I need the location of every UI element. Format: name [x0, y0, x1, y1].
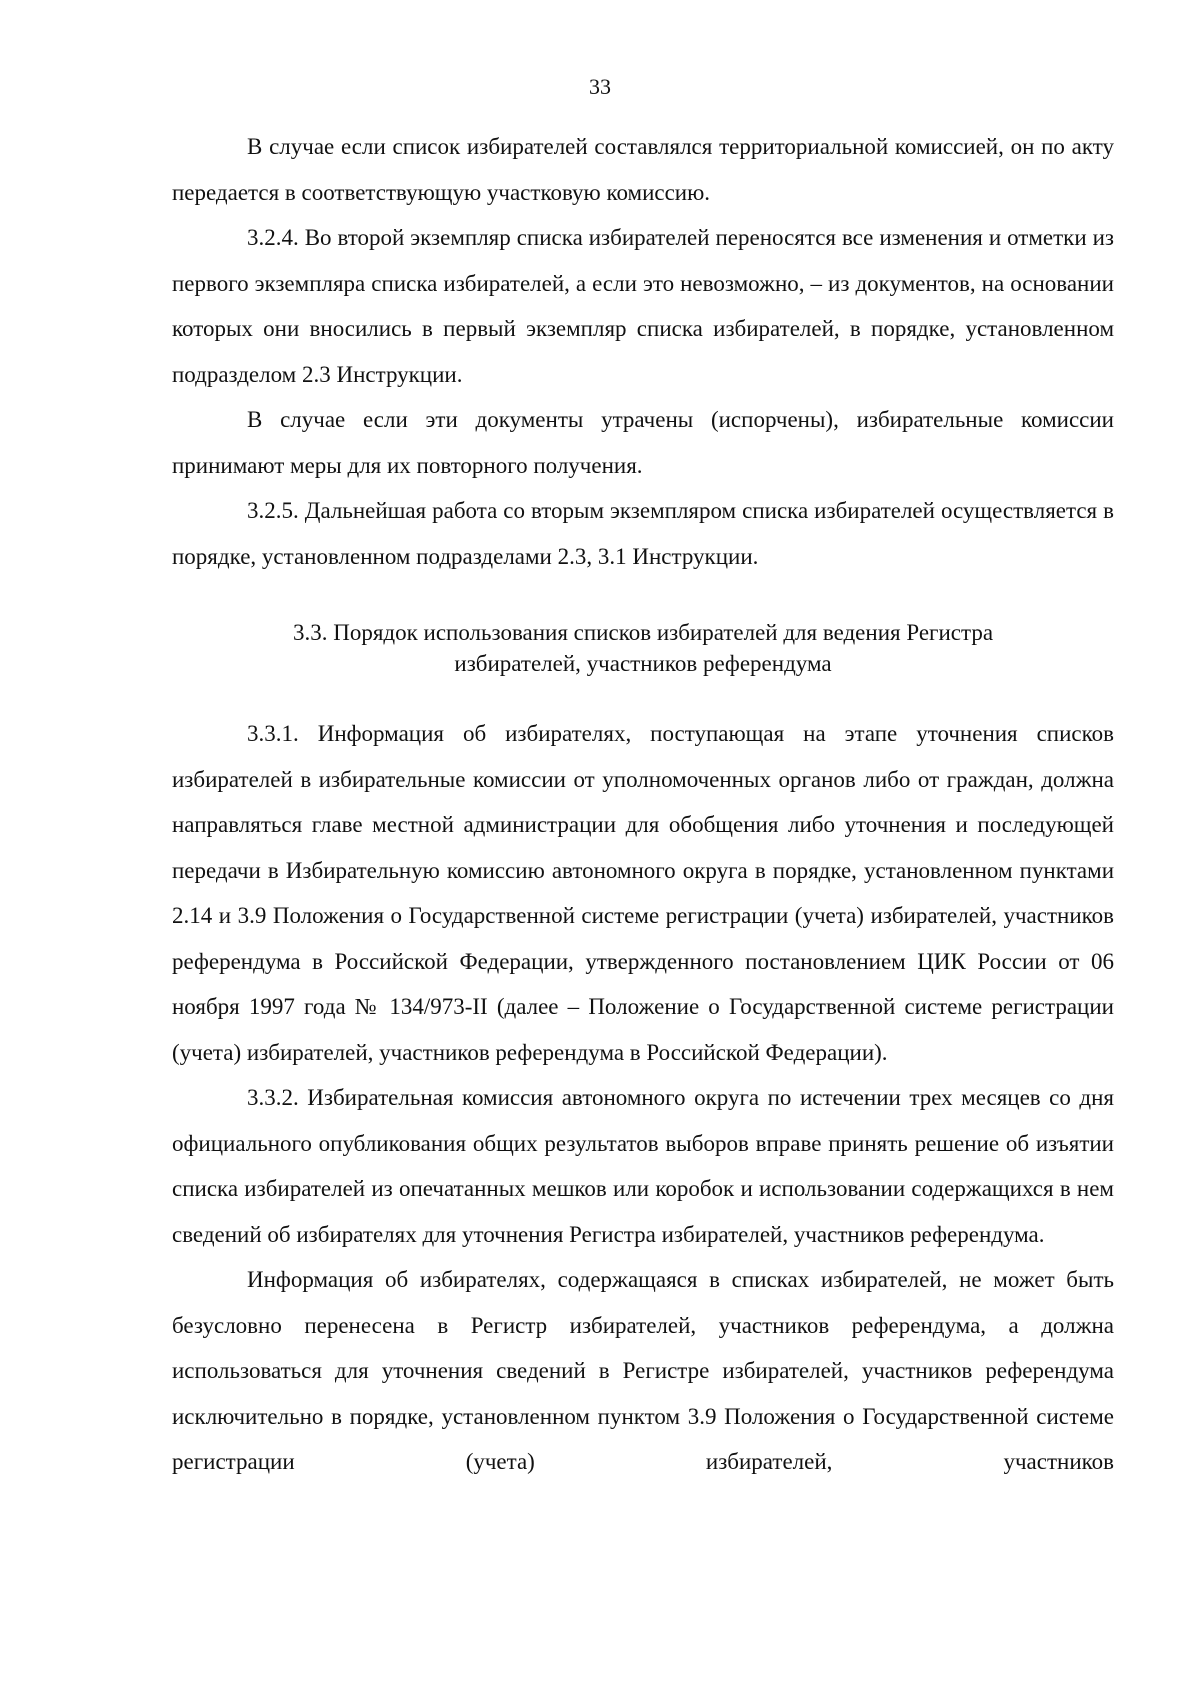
document-body: [172, 124, 1114, 1485]
paragraph-3-2-4: 3.2.4. Во второй экземпляр списка избирателей переносятся все изменения и отметки из первого экземпляра списка избирателей, а если это невозможно, – из документов, на основании которых они вносились в первый экземпляр списка избирателей, в порядке, установленном подразделом 2.3 Инструкции.: [172, 225, 1114, 387]
paragraph-register-information: Информация об избирателях, содержащаяся в списках избирателей, не может быть безусловно перенесена в Регистр избирателей, участников референдума, а должна использоваться для уточнения сведений в Регистре избирателей, участников референдума исключительно в порядке, установленном пунктом 3.9 Положения о Государственной системе регистрации (учета) избирателей, участников: [172, 1267, 1114, 1474]
section-heading-line-1: 3.3. Порядок использования списков избирателей для ведения Регистра: [292, 620, 994, 645]
section-heading-line-2: избирателей, участников референдума: [454, 651, 832, 676]
paragraph-territorial-commission: В случае если список избирателей составлялся территориальной комиссией, он по акту передается в соответствующую участковую комиссию.: [172, 134, 1114, 205]
paragraph-3-2-5: 3.2.5. Дальнейшая работа со вторым экземпляром списка избирателей осуществляется в порядке, установленном подразделами 2.3, 3.1 Инструкции.: [172, 498, 1114, 569]
section-heading-3-3: [172, 617, 1114, 679]
page-number: 33: [589, 74, 611, 99]
paragraph-3-3-1: 3.3.1. Информация об избирателях, поступающая на этапе уточнения списков избирателей в избирательные комиссии от уполномоченных органов либо от граждан, должна направляться главе местной администрации для обобщения либо уточнения и последующей передачи в Избирательную комиссию автономного округа в порядке, установленном пунктами 2.14 и 3.9 Положения о Государственной системе регистрации (учета) избирателей, участников референдума в Российской Федерации, утвержденного постановлением ЦИК России от 06 ноября 1997 года № 134/973-II (далее – Положение о Государственной системе регистрации (учета) избирателей, участников референдума в Российской Федерации).: [172, 721, 1114, 1065]
paragraph-3-3-2: 3.3.2. Избирательная комиссия автономного округа по истечении трех месяцев со дня официального опубликования общих результатов выборов вправе принять решение об изъятии списка избирателей из опечатанных мешков или коробок и использовании содержащихся в нем сведений об избирателях для уточнения Регистра избирателей, участников референдума.: [172, 1085, 1114, 1247]
paragraph-documents-lost: В случае если эти документы утрачены (испорчены), избирательные комиссии принимают меры для их повторного получения.: [172, 407, 1114, 478]
